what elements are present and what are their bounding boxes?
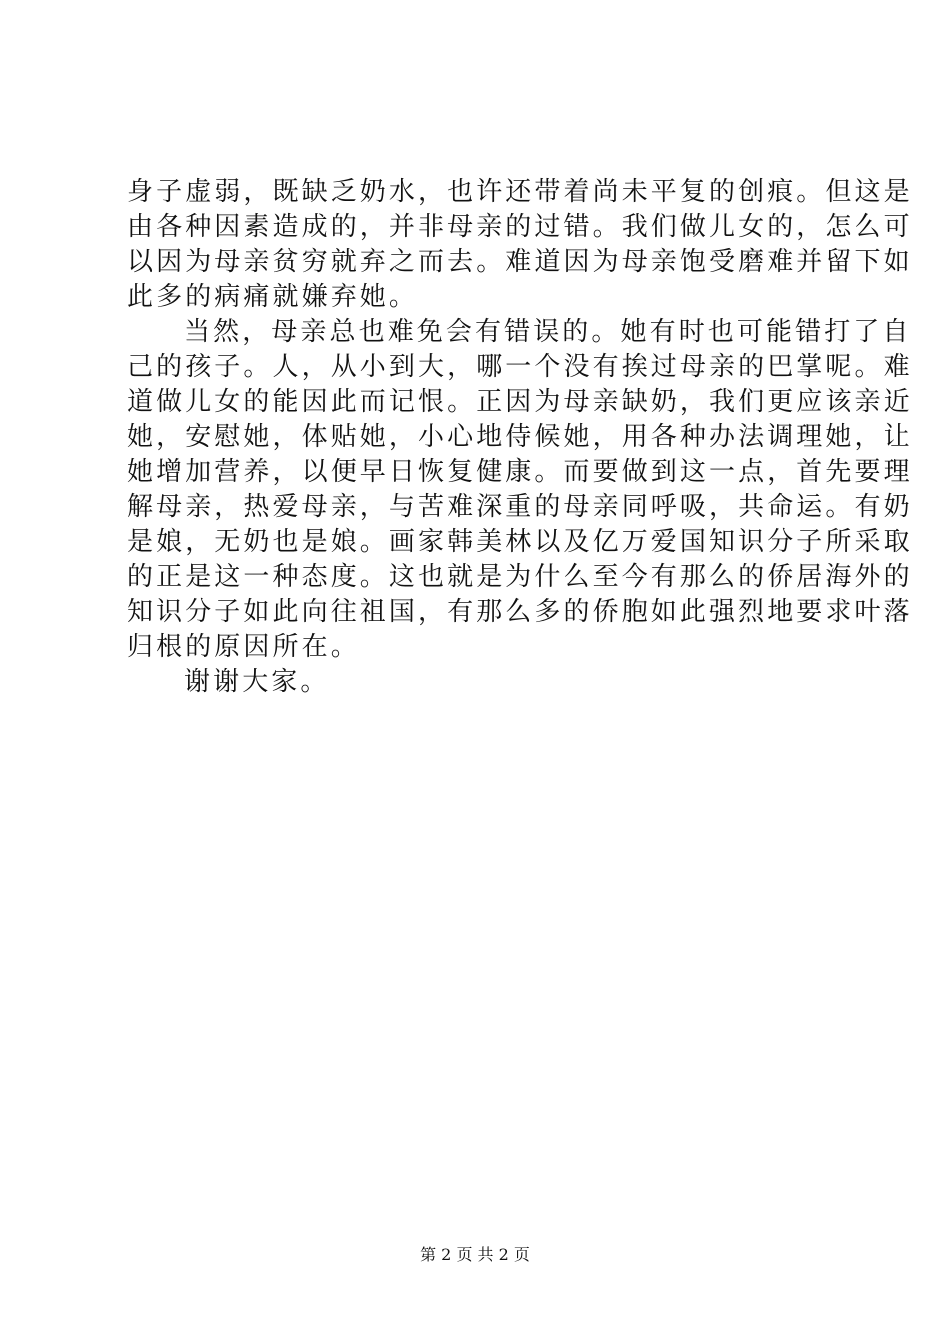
text-line: 她，安慰她，体贴她，小心地侍候她，用各种办法调理她，让	[127, 422, 913, 452]
text-line: 由各种因素造成的，并非母亲的过错。我们做儿女的，怎么可	[127, 212, 913, 242]
text-line: 是娘，无奶也是娘。画家韩美林以及亿万爱国知识分子所采取	[127, 527, 913, 557]
page-footer: 第 2 页 共 2 页	[420, 1245, 530, 1264]
text-line: 解母亲，热爱母亲，与苦难深重的母亲同呼吸，共命运。有奶	[127, 492, 913, 522]
text-line: 以因为母亲贫穷就弃之而去。难道因为母亲饱受磨难并留下如	[127, 247, 913, 277]
text-line: 此多的病痛就嫌弃她。	[127, 282, 419, 312]
text-line: 当然，母亲总也难免会有错误的。她有时也可能错打了自	[184, 317, 912, 347]
text-line: 知识分子如此向往祖国，有那么多的侨胞如此强烈地要求叶落	[127, 597, 913, 627]
text-line: 己的孩子。人，从小到大，哪一个没有挨过母亲的巴掌呢。难	[127, 352, 913, 382]
text-line: 谢谢大家。	[184, 667, 330, 697]
body-text	[127, 175, 913, 700]
text-line: 道做儿女的能因此而记恨。正因为母亲缺奶，我们更应该亲近	[127, 387, 913, 417]
text-line: 的正是这一种态度。这也就是为什么至今有那么的侨居海外的	[127, 562, 913, 592]
text-line: 她增加营养，以便早日恢复健康。而要做到这一点，首先要理	[127, 457, 913, 487]
text-line: 归根的原因所在。	[127, 632, 360, 662]
text-line: 身子虚弱，既缺乏奶水，也许还带着尚未平复的创痕。但这是	[127, 177, 913, 207]
